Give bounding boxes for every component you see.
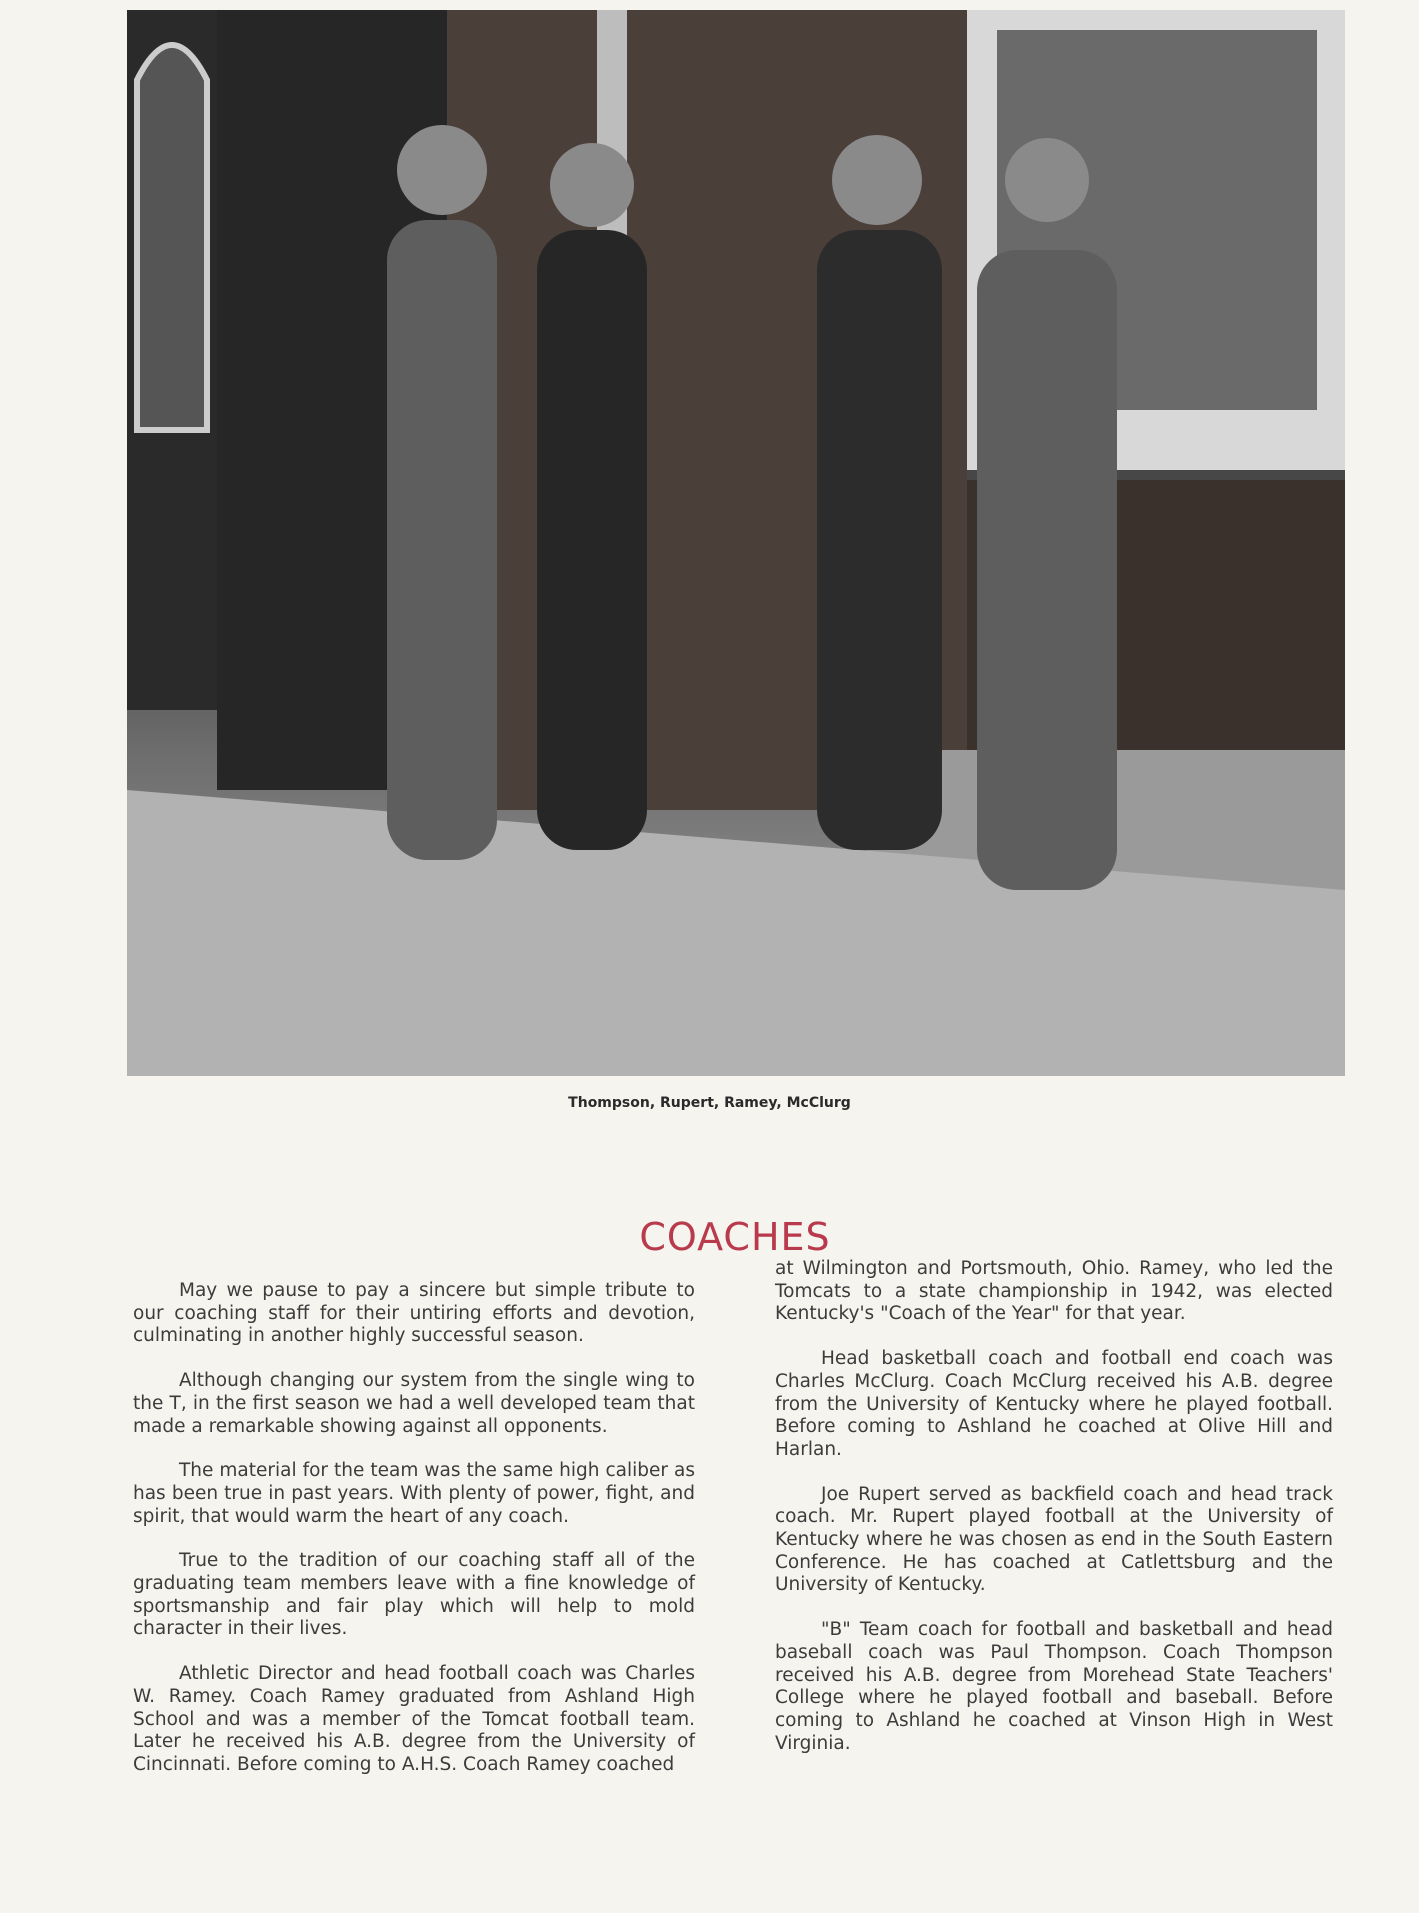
paragraph: at Wilmington and Portsmouth, Ohio. Ramey, who led the Tomcats to a state championship in 1942, was elected Kentucky's "Coach of the Year" for that year. [775,1258,1333,1325]
coaches-photo [127,10,1345,1076]
photo-caption: Thompson, Rupert, Ramey, McClurg [568,1095,851,1111]
paragraph: Head basketball coach and football end coach was Charles McClurg. Coach McClurg received his A.B. degree from the University of Kentucky where he played football. Before coming to Ashland he coached at Olive Hill and Harlan. [775,1348,1333,1460]
paragraph: Joe Rupert served as backfield coach and head track coach. Mr. Rupert played football at the University of Kentucky where he was chosen as end in the South Eastern Conference. He has coached at Catlettsburg and the University of Kentucky. [775,1483,1333,1596]
paragraph: The material for the team was the same high caliber as has been true in past years. With plenty of power, fight, and spirit, that would warm the heart of any coach. [133,1460,695,1527]
paragraph: Although changing our system from the single wing to the T, in the first season we had a well developed team that made a remarkable showing against all opponents. [133,1370,695,1437]
right-column [775,1258,1333,1777]
paragraph: "B" Team coach for football and basketball and head baseball coach was Paul Thompson. Coach Thompson received his A.B. degree from Morehead State Teachers' College where he played football and baseball. Before coming to Ashland he coached at Vinson High in West Virginia. [775,1619,1333,1754]
page-title: COACHES [639,1215,831,1259]
paragraph: May we pause to pay a sincere but simple tribute to our coaching staff for their untiring efforts and devotion, culminating in another highly successful season. [133,1280,695,1347]
left-column [133,1280,695,1799]
paragraph: Athletic Director and head football coach was Charles W. Ramey. Coach Ramey graduated from Ashland High School and was a member of the Tomcat football team. Later he received his A.B. degree from the University of Cincinnati. Before coming to A.H.S. Coach Ramey coached [133,1663,695,1775]
paragraph: True to the tradition of our coaching staff all of the graduating team members leave with a fine knowledge of sportsmanship and fair play which will help to mold character in their lives. [133,1550,695,1640]
